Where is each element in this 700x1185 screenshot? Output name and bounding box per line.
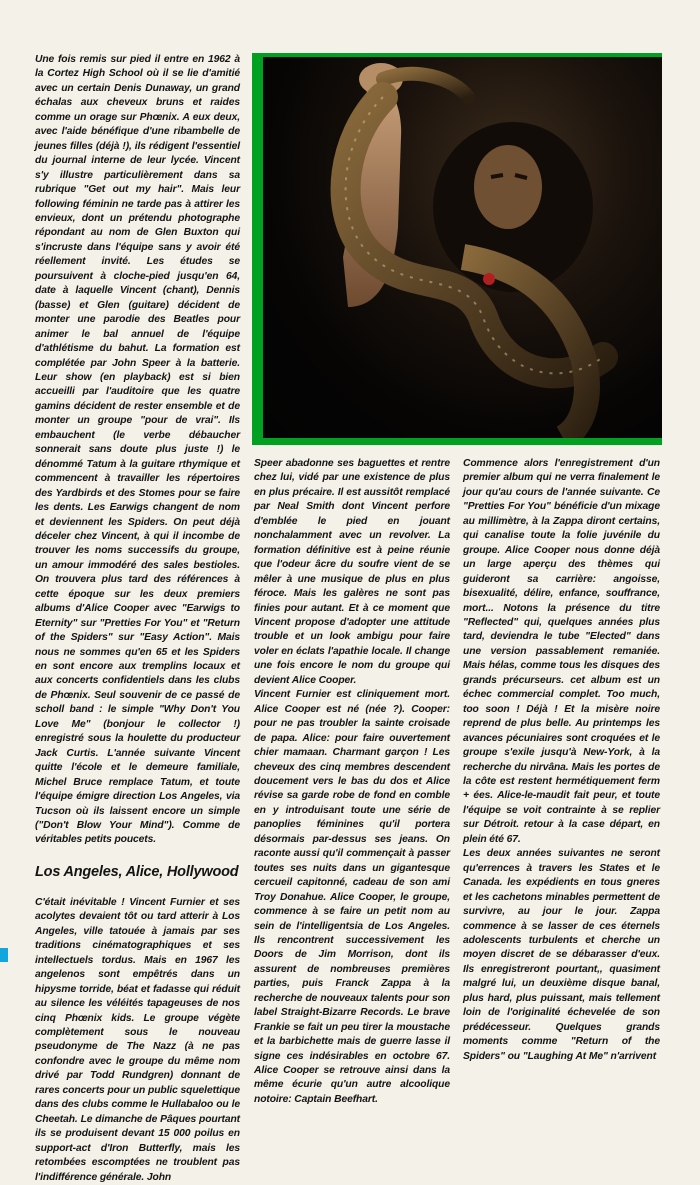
article-paragraph: Une fois remis sur pied il entre en 1962 à la Cortez High School où il se lie d'amitié avec un certain Denis Dunaway, un grand échalas aux cheveux bruns et raides comme un orage sur Phœnix. A eux deux, avec l'aide bénéfique d'une ribambelle de jeunes filles (déjà !), ils rédigent l'essentiel du journal interne de leur lycée. Vincent s'y illustre particulièrement dans sa rubrique "Get out my hair". Mais leur following féminin ne tarde pas à attirer les envieux, dont un prétendu photographe répondant au nom de Glen Buxton qui s'incruste dans l'équipe sans y avoir été réellement invité. Les études se poursuivent à cloche-pied jusqu'en 64, date à laquelle Vincent (chant), Dennis (basse) et Glen (guitare) décident de monter une parodie des Beatles pour animer le bal annuel de l'équipe d'athlétisme du bahut. La formation est complétée par John Speer à la batterie. Leur show (en playback) est si bien accueilli par l'auditoire que les quatre gamins décident de rester ensemble et de monter un groupe "pour de vrai". Ils embauchent (le verbe débaucher sonnerait sans doute plus juste !) le dénommé Tatum à la guitare rthymique et commencent à travailler les répertoires des Yardbirds et des Stomes pour se faire les dents. Les Earwigs changent de nom et deviennent les Spiders. On peut déjà déceler chez Vincent, à qui il incombe de trouver les noms successifs du groupe, un amour immodéré des sales bestioles. On trouvera plus tard des références à cette époque sur les deux premiers albums d'Alice Cooper avec "Earwigs to Eternity" sur "Pretties For You" et "Return of the Spiders" sur "Easy Action". Mais nous ne sommes qu'en 65 et les Spiders en sont encore aux tremplins locaux et aux concerts confidentiels dans les clubs de Phœnix. Seul souvenir de ce passé de scholl band : le simple "Why Don't You Love Me" (bonjour le collector !) enregistré sous la houlette du producteur Jack Curtis. L'année suivante Vincent quitte l'école et le demeure familiale, Michel Bruce remplace Tatum, et toute l'équipe émigre direction Los Angeles, via Tucson où ils laissent encore un simple ("Don't Blow Your Mind"). Comme de véritables petits poucets. [35, 54, 240, 846]
photo-illustration [263, 57, 662, 438]
article-paragraph: Commence alors l'enregistrement d'un premier album qui ne verra finalement le jour qu'au cours de l'année suivante. Ce "Pretties For You" bénéficie d'un mixage au millimètre, à la Zappa diront certains, qui canalise toute la folie juvénile du groupe. Alice Cooper nous donne déjà un large aperçu des thèmes qui guideront sa carrière: angoisse, bisexualité, délire, enfance, souffrance, mort... Notons la présence du titre "Reflected" qui, quelques années plus tard, deviendra le tube "Elected" dans une version passablement remaniée. Mais hélas, comme tous les disques des grands précurseurs. cet album est un échec commercial complet. Too much, too soon ! Déjà ! Et la misère noire reprend de plus belle. Au printemps les avances pécuniaires sont croquées et le groupe s'exile jusqu'à New-York, à la recherche du nirvâna. Mais les portes de la côte est restent hermétiquement ferm + ées. Alice-le-maudit fait peur, et toute l'équipe se voit contrainte à se replier sur Détroit. retour à la case départ, en plein été 67. [463, 458, 660, 845]
performer-snake-photo [263, 57, 662, 438]
article-paragraph: Vincent Furnier est cliniquement mort. Alice Cooper est né (née ?). Cooper: pour ne pas troubler la sainte croisade de papa. Alice: pour faire ouvertement chier mamaan. Charmant garçon ! Les cheveux des cinq membres descendent doucement vers le bas du dos et Alice révise sa garde robe de fond en comble en y introduisant toute une série de panoplies féminines qu'il portera désormais par-dessus ses jeans. On raconte aussi qu'il commençait à passer toutes ses nuits dans un gigantesque cercueil capitonné, cadeau de son ami Troy Donahue. Alice Cooper, le groupe, commence à se faire un petit nom au sein de l'intelligentsia de Los Angeles. Ils rencontrent successivement les Doors de Jim Morrison, dont ils assurent de nombreuses premières parties, puis Franck Zappa à la recherche de nouveaux talents pour son label Straight-Bizarre Records. Le brave Frankie se fait un peu tirer la moustache et la barbichette mais de guerre lasse il signe ces indésirables en octobre 67. Alice Cooper se retrouve ainsi dans la même écurie qu'un autre alcoolique notoire: Captain Beefhart. [254, 689, 450, 1105]
article-paragraph: Speer abadonne ses baguettes et rentre chez lui, vidé par une existence de plus en plus précaire. Il est aussitôt remplacé par Neal Smith dont Vincent perfore d'emblée le pied en jouant nonchalamment avec un revolver. La formation définitive est à peine réunie que l'odeur âcre du soufre vient de se mêler à une musique de plus en plus féroce. Mais les galères ne sont pas finies pour autant. Et à ce moment que Vincent propose d'adopter une attitude trouble et un look ambigu pour faire voler en éclats l'apathie locale. Il change une fois encore le nom du groupe qui devient Alice Cooper. [254, 458, 450, 686]
page-edge-mark [0, 948, 8, 962]
article-column-1 [35, 53, 240, 1185]
article-paragraph: C'était inévitable ! Vincent Furnier et ses acolytes devaient tôt ou tard atterir à Los Angeles, ville tatouée à jamais par ses traditions cinématographiques et ses intellectuels tordus. Mais en 1967 les angelenos sont empêtrés dans un hipysme torride, béat et fadasse qui réduit au silence les véléités tapageuses de nos cinq Phœnix kids. Le groupe végète complètement sous le nouveau pseudonyme de The Nazz (à ne pas confondre avec le groupe du même nom drivé par Todd Rundgren) donnant de rares concerts pour un public squelettique dans des clubs comme le Hullabaloo ou le Cheetah. Le dimanche de Pâques pourtant ils se produisent devant 15 000 poilus en support-act d'Iron Butterfly, mais les retombées escomptées ne troublent pas l'indifférence générale. John [35, 896, 240, 1183]
section-heading: Los Angeles, Alice, Hollywood [35, 863, 239, 880]
article-column-2 [254, 457, 450, 1107]
article-column-3 [463, 457, 660, 1064]
photo-frame [252, 53, 662, 445]
article-paragraph: Les deux années suivantes ne seront qu'errences à travers les States et le Canada. les expédients en tous gneres et les cachetons minables permettent de survivre, au jour le jour. Zappa commence à se lasser de ces éternels adolescents turbulents et cherche un moyen discret de se débarasser d'eux. Ils enregistreront pourtant,, quasiment malgré lui, un deuxième disque banal, plus hard, plus puissant, mais tellement loin de l'originalité échevelée de son prédécesseur. Quelques grands moments comme "Return of the Spiders" ou "Laughing At Me" n'arrivent [463, 848, 660, 1062]
